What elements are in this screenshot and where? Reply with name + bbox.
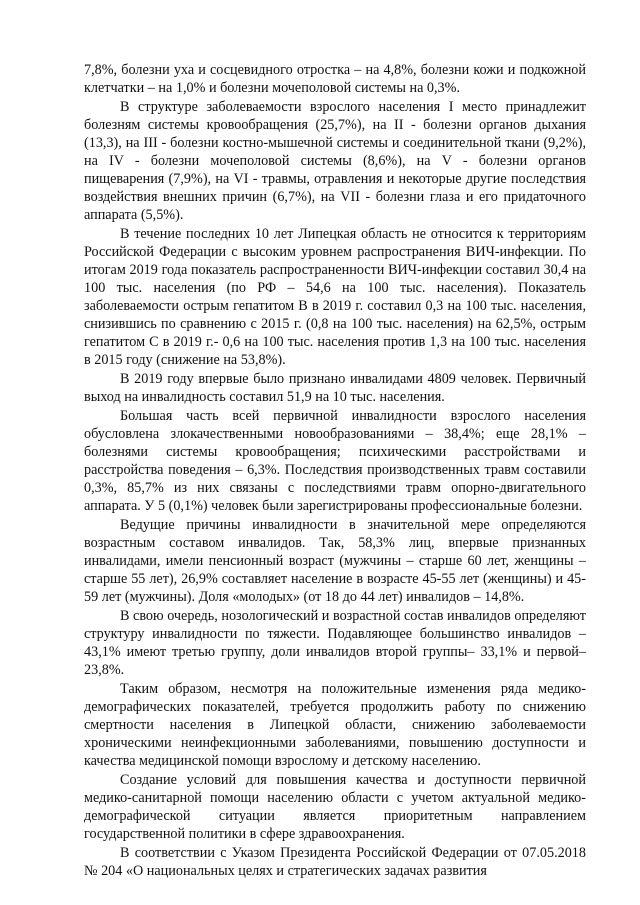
paragraph: Таким образом, несмотря на положительные изменения ряда медико-демографических показателей, требуется продолжить работу по снижению смертности населения в Липецкой области, снижению заболеваемости хроническими неинфекционными заболеваниями, повышению доступности и качества медицинской помощи взрослому и детскому населению. (84, 681, 586, 769)
paragraph: В соответствии с Указом Президента Российской Федерации от 07.05.2018 № 204 «О национальных целях и стратегических задачах развития (84, 845, 586, 880)
paragraph: В свою очередь, нозологический и возрастной состав инвалидов определяют структуру инвалидности по тяжести. Подавляющее большинство инвалидов –43,1% имеют третью группу, доли инвалидов второй группы– 33,1% и первой– 23,8%. (84, 608, 586, 678)
paragraph: В структуре заболеваемости взрослого населения I место принадлежит болезням системы кровообращения (25,7%), на II - болезни органов дыхания (13,3), на III - болезни костно-мышечной системы и соединительной ткани (9,2%), на IV - болезни мочеполовой системы (8,6%), на V - болезни органов пищеварения (7,9%), на VI - травмы, отравления и некоторые другие последствия воздействия внешних причин (6,7%), на VII - болезни глаза и его придаточного аппарата (5,5%). (84, 99, 586, 223)
paragraph: Большая часть всей первичной инвалидности взрослого населения обусловлена злокачественными новообразованиями – 38,4%; еще 28,1% – болезнями системы кровообращения; психическими расстройствами и расстройства поведения – 6,3%. Последствия производственных травм составили 0,3%, 85,7% из них связаны с последствиями травм опорно-двигательного аппарата. У 5 (0,1%) человек были зарегистрированы профессиональные болезни. (84, 408, 586, 514)
paragraph: В течение последних 10 лет Липецкая область не относится к территориям Российской Федерации с высоким уровнем распространения ВИЧ-инфекции. По итогам 2019 года показатель распространенности ВИЧ-инфекции составил 30,4 на 100 тыс. населения (по РФ – 54,6 на 100 тыс. населения). Показатель заболеваемости острым гепатитом В в 2019 г. составил 0,3 на 100 тыс. населения, снизившись по сравнению с 2015 г. (0,8 на 100 тыс. населения) на 62,5%, острым гепатитом С в 2019 г.- 0,6 на 100 тыс. населения против 1,3 на 100 тыс. населения в 2015 году (снижение на 53,8%). (84, 226, 586, 368)
paragraph: Создание условий для повышения качества и доступности первичной медико-санитарной помощи населению области с учетом актуальной медико-демографической ситуации является приоритетным направлением государственной политики в сфере здравоохранения. (84, 772, 586, 843)
paragraph: 7,8%, болезни уха и сосцевидного отростка – на 4,8%, болезни кожи и подкожной клетчатки – на 1,0% и болезни мочеполовой системы на 0,3%. (84, 62, 586, 96)
paragraph: Ведущие причины инвалидности в значительной мере определяются возрастным составом инвалидов. Так, 58,3% лиц, впервые признанных инвалидами, имели пенсионный возраст (мужчины – старше 60 лет, женщины – старше 55 лет), 26,9% составляет население в возрасте 45-55 лет (женщины) и 45-59 лет (мужчины). Доля «молодых» (от 18 до 44 лет) инвалидов – 14,8%. (84, 517, 586, 605)
paragraph: В 2019 году впервые было признано инвалидами 4809 человек. Первичный выход на инвалидность составил 51,9 на 10 тыс. населения. (84, 370, 586, 405)
document-body (84, 62, 586, 883)
